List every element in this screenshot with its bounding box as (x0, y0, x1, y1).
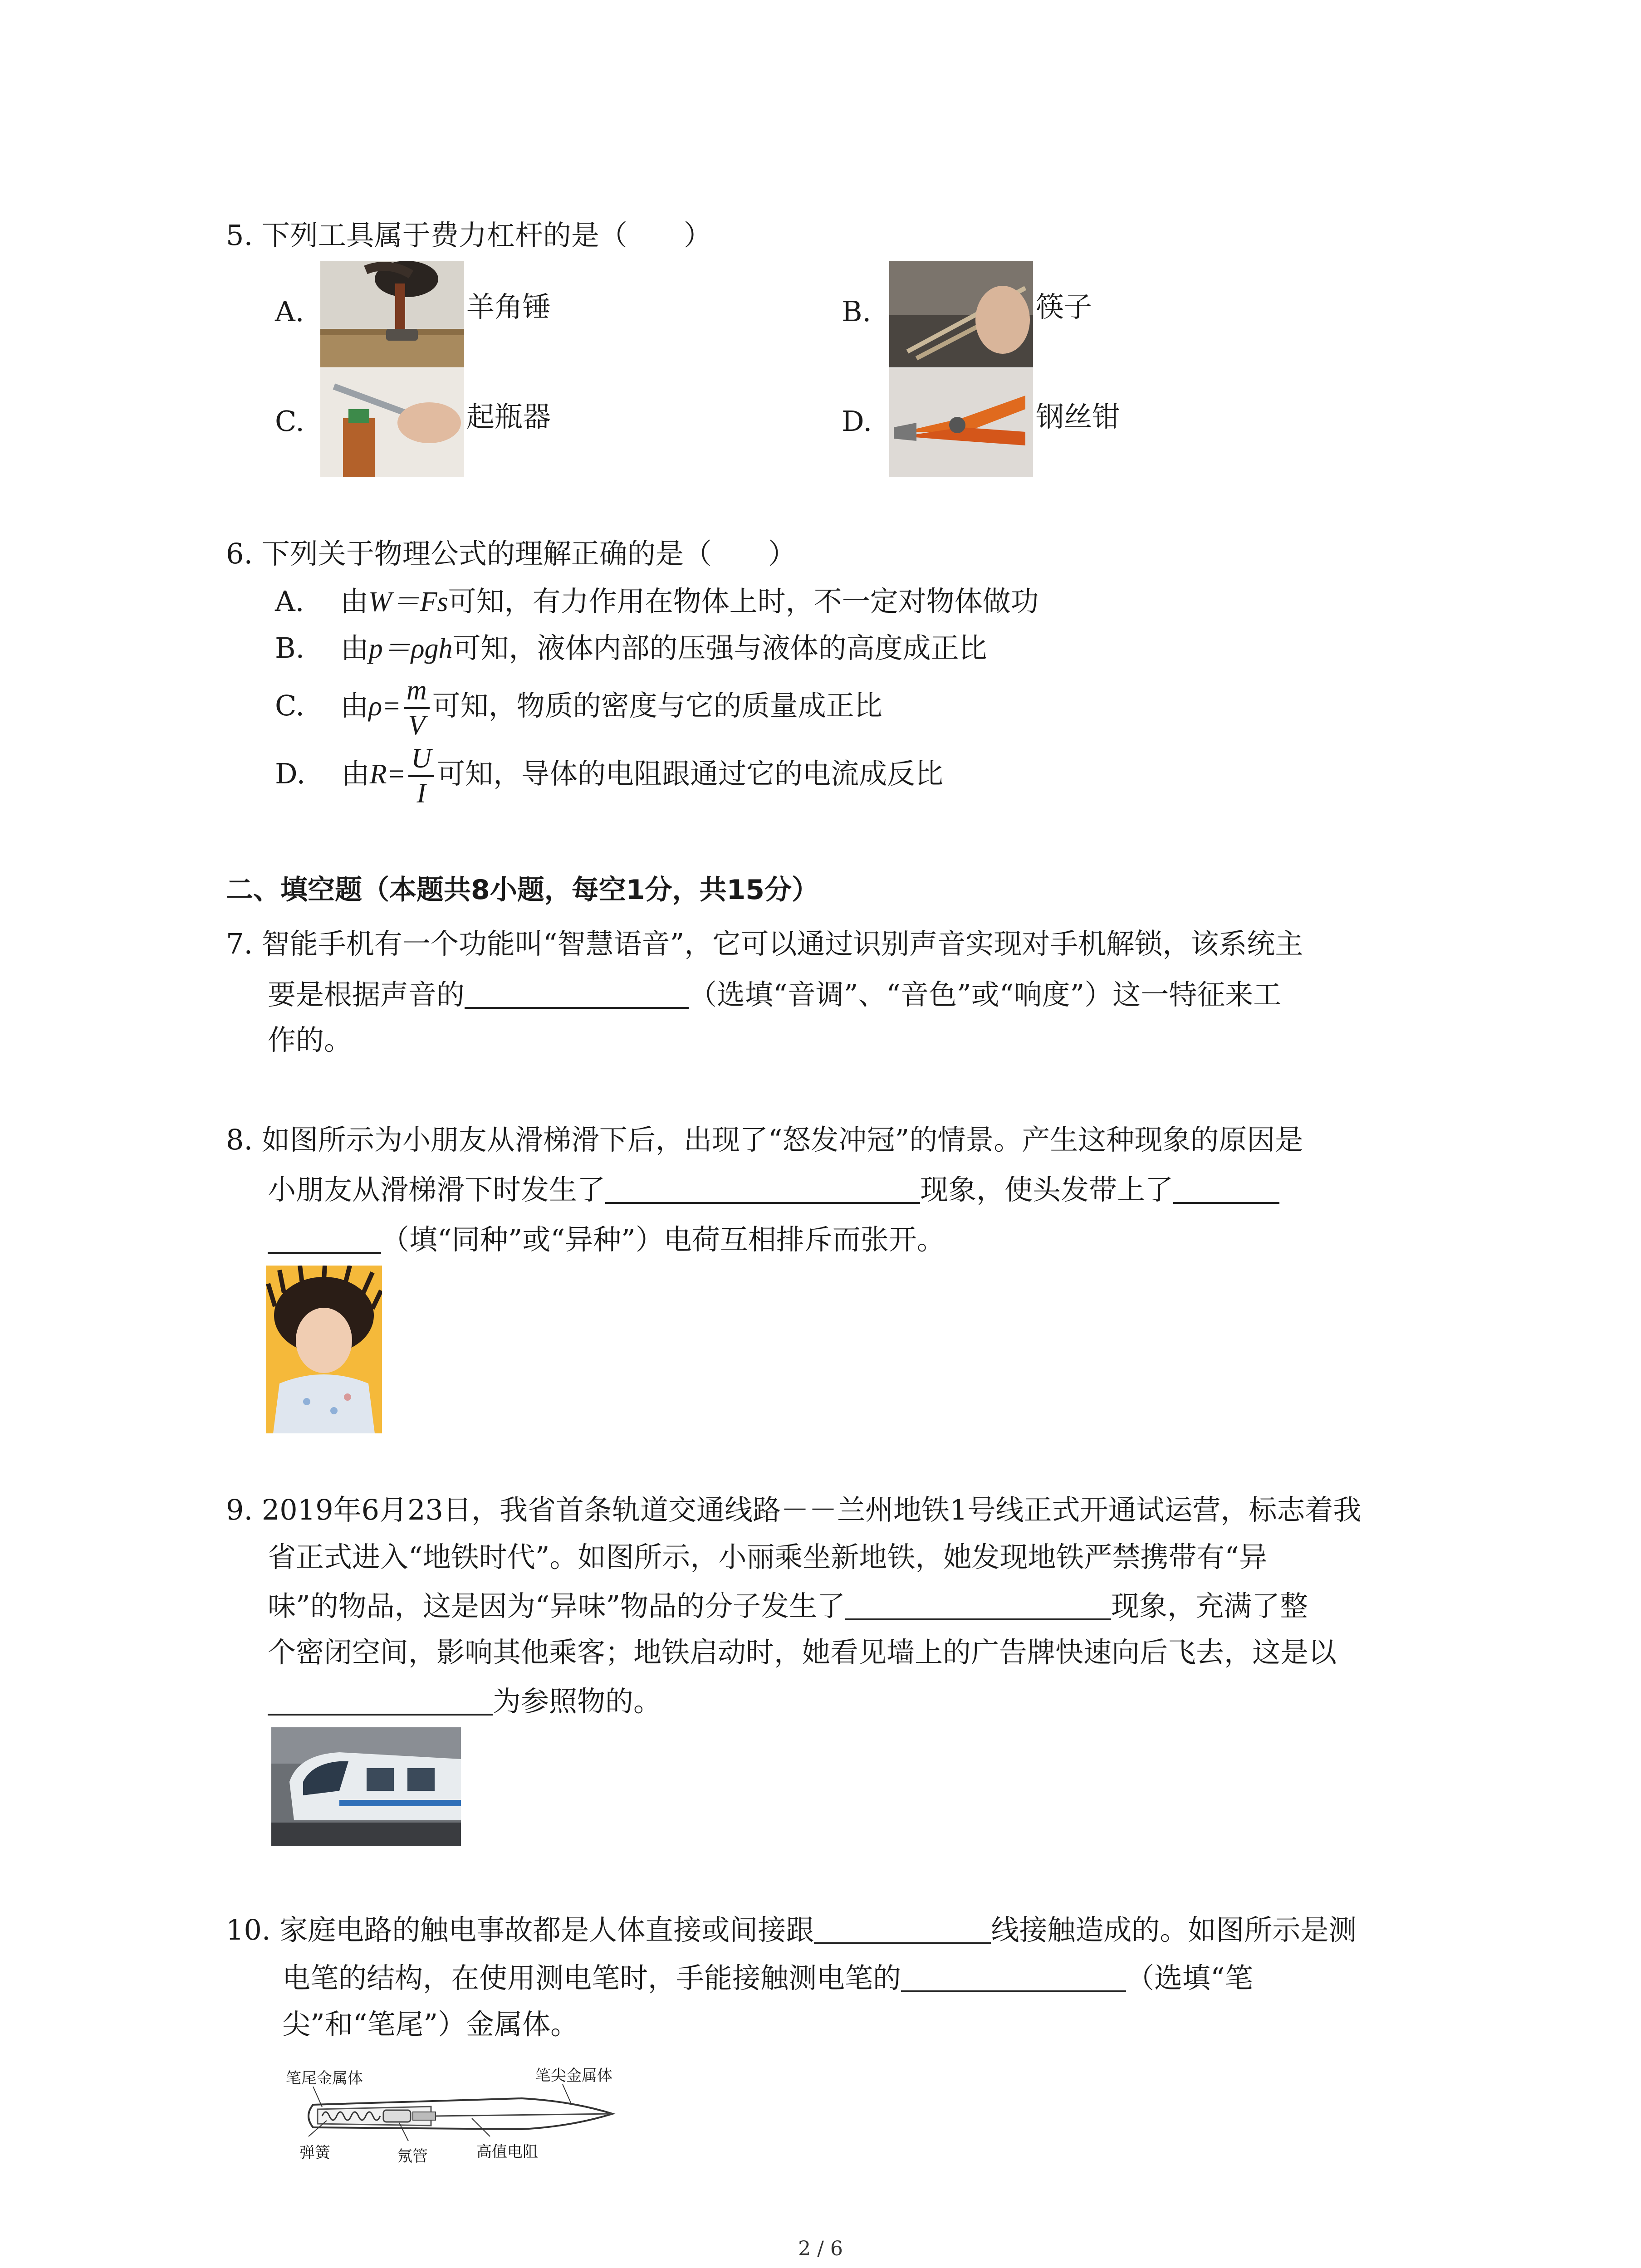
q6-option-a (275, 587, 1039, 616)
q8-line-2b: 现象，使头发带上了 (920, 1173, 1174, 1206)
q10-line-2 (282, 1963, 1253, 1992)
diagram-label-spring: 弹簧 (299, 2144, 330, 2162)
q9-answer-blank-1[interactable] (845, 1591, 1111, 1620)
q7-line-3: 作的。 (268, 1023, 353, 1056)
q6-c-numerator: m (404, 676, 430, 709)
q6-d-fraction (408, 744, 434, 808)
q6-b-post: 可知，液体内部的压强与液体的高度成正比 (452, 631, 987, 665)
bottle-opener-photo (320, 368, 464, 477)
chopsticks-photo (889, 261, 1033, 367)
q6-c-post: 可知，物质的密度与它的质量成正比 (432, 689, 882, 723)
q10-line-1a: 10. 家庭电路的触电事故都是人体直接或间接跟 (226, 1913, 814, 1946)
q8-line-2 (268, 1175, 1279, 1204)
q7-line-2 (268, 980, 1281, 1009)
q8-answer-blank-1[interactable] (605, 1175, 920, 1204)
q6-d-letter: D. (275, 757, 306, 791)
q6-d-numerator: U (408, 744, 434, 777)
q6-stem: 6. 下列关于物理公式的理解正确的是（ ） (226, 537, 796, 570)
child-hair-photo (266, 1266, 382, 1433)
q9-line-5 (268, 1686, 661, 1716)
q6-a-post: 可知，有力作用在物体上时，不一定对物体做功 (448, 585, 1039, 618)
pliers-photo (889, 368, 1033, 477)
q10-answer-blank-2[interactable] (901, 1963, 1126, 1992)
q6-d-post: 可知，导体的电阻跟通过它的电流成反比 (437, 757, 944, 791)
q6-d-denominator: I (416, 778, 426, 809)
q6-b-pre: 由 (340, 631, 369, 665)
q6-option-b (275, 631, 987, 665)
q8-line-1: 8. 如图所示为小朋友从滑梯滑下后，出现了“怒发冲冠”的情景。产生这种现象的原因是 (226, 1123, 1303, 1156)
diagram-label-tail-metal: 笔尾金属体 (286, 2069, 363, 2087)
q9-line-2: 省正式进入“地铁时代”。如图所示，小丽乘坐新地铁，她发现地铁严禁携带有“异 (268, 1540, 1268, 1574)
q6-option-c (275, 676, 882, 740)
page-number: 2 / 6 (798, 2237, 843, 2260)
q7-line-1: 7. 智能手机有一个功能叫“智慧语音”，它可以通过识别声音实现对手机解锁，该系统主 (226, 927, 1303, 960)
q5-option-c-text: 起瓶器 (466, 400, 551, 433)
q6-c-fraction (404, 676, 430, 740)
section-2-title: 二、填空题（本题共8小题，每空1分，共15分） (226, 874, 819, 906)
diagram-label-tip-metal: 笔尖金属体 (535, 2067, 612, 2085)
q10-line-1b: 线接触造成的。如图所示是测 (991, 1913, 1357, 1946)
q6-c-denominator: V (408, 710, 426, 741)
q8-line-3 (268, 1225, 945, 1254)
q8-line-3-text: （填“同种”或“异种”）电荷互相排斥而张开。 (381, 1223, 945, 1256)
diagram-label-resistor: 高值电阻 (476, 2143, 538, 2161)
q5-option-b-text: 筷子 (1036, 290, 1092, 323)
q10-line-2b: （选填“笔 (1126, 1961, 1253, 1994)
q5-option-b-letter: B. (842, 295, 872, 328)
q9-line-3b: 现象，充满了整 (1111, 1589, 1308, 1623)
q6-b-formula: p＝ρgh (368, 633, 453, 664)
q5-option-a-letter: A. (275, 295, 304, 328)
q8-answer-blank-2b[interactable] (268, 1225, 381, 1254)
diagram-label-neon: 氖管 (397, 2147, 428, 2165)
q10-line-1 (226, 1915, 1357, 1944)
q6-d-pre: 由 (341, 757, 370, 791)
q5-option-d-text: 钢丝钳 (1036, 400, 1121, 433)
q7-line-2a: 要是根据声音的 (268, 978, 465, 1011)
q6-a-formula: W＝Fs (368, 587, 448, 617)
q6-a-pre: 由 (340, 585, 368, 618)
q6-a-letter: A. (275, 585, 304, 618)
q9-line-5-text: 为参照物的。 (493, 1685, 662, 1718)
q5-option-a-text: 羊角锤 (466, 290, 551, 323)
q9-line-1: 9. 2019年6月23日，我省首条轨道交通线路－－兰州地铁1号线正式开通试运营，标志着我 (226, 1493, 1362, 1526)
q6-c-letter: C. (275, 689, 304, 723)
q10-line-3: 尖”和“笔尾”）金属体。 (282, 2008, 579, 2041)
test-pen-diagram (281, 2059, 635, 2168)
q10-line-2a: 电笔的结构，在使用测电笔时，手能接触测电笔的 (282, 1961, 901, 1994)
q8-line-2a: 小朋友从滑梯滑下时发生了 (268, 1173, 606, 1206)
q9-line-3 (268, 1589, 1308, 1623)
q10-answer-blank-1[interactable] (814, 1915, 991, 1944)
q9-line-4: 个密闭空间，影响其他乘客；地铁启动时，她看见墙上的广告牌快速向后飞去，这是以 (268, 1636, 1337, 1669)
q9-line-3a: 味”的物品，这是因为“异味”物品的分子发生了 (268, 1589, 846, 1623)
q6-option-d (275, 744, 943, 808)
q7-answer-blank[interactable] (465, 980, 689, 1009)
q9-answer-blank-2[interactable] (268, 1686, 493, 1716)
q5-option-c-letter: C. (275, 405, 304, 438)
q8-answer-blank-2a[interactable] (1173, 1175, 1279, 1204)
q5-option-d-letter: D. (842, 405, 872, 438)
q7-line-2b: （选填“音调”、“音色”或“响度”）这一特征来工 (689, 978, 1282, 1011)
q6-c-lhs: ρ= (368, 691, 401, 722)
q6-b-letter: B. (275, 631, 305, 665)
hammer-photo (320, 261, 464, 367)
q6-d-lhs: R= (369, 759, 406, 790)
q6-c-pre: 由 (340, 689, 369, 723)
subway-train-photo (271, 1727, 461, 1846)
q5-stem: 5. 下列工具属于费力杠杆的是（ ） (226, 219, 712, 252)
